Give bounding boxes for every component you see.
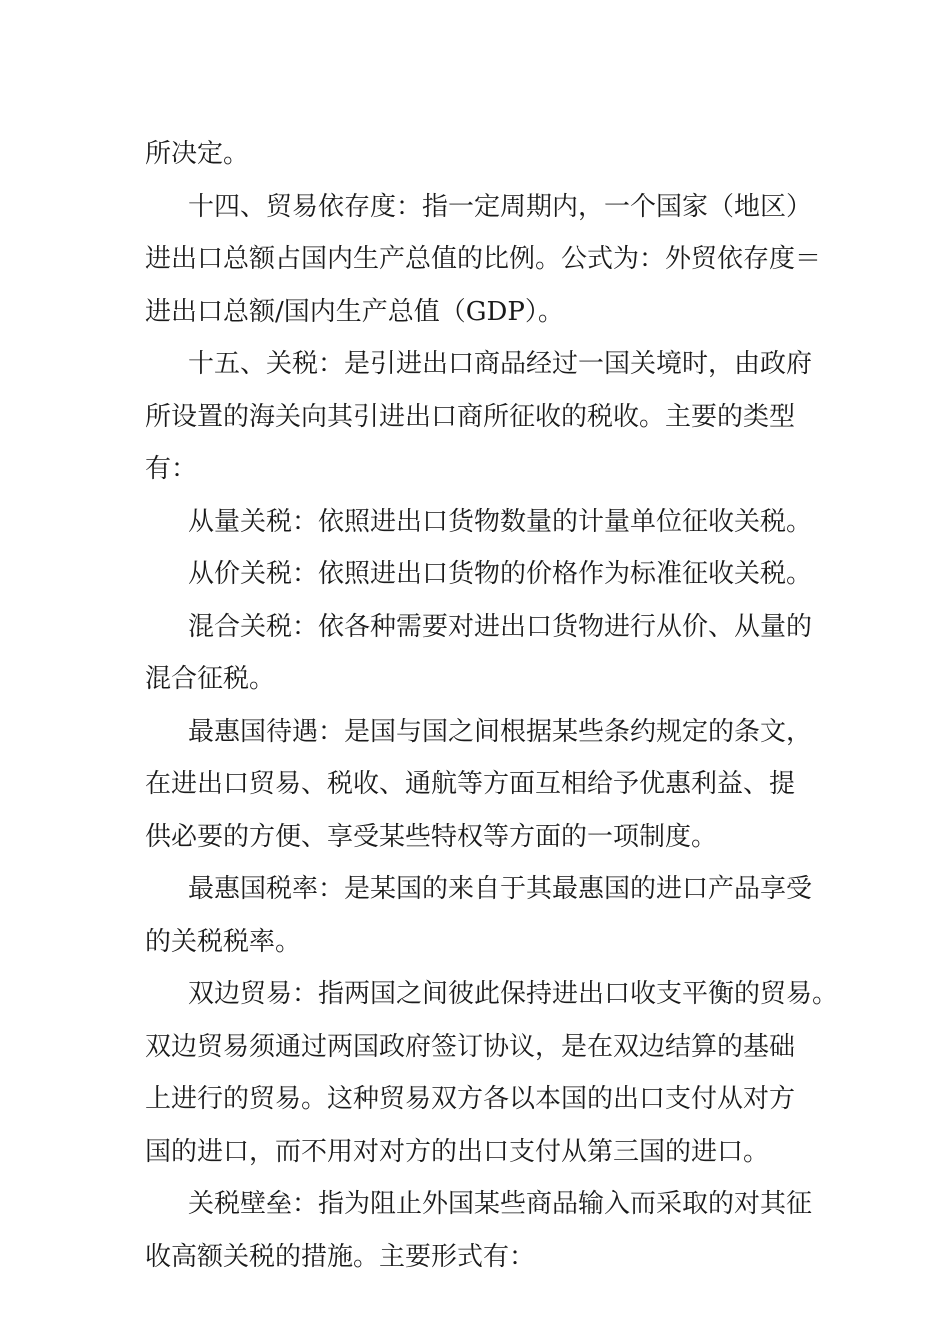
- text-line: 双边贸易：指两国之间彼此保持进出口收支平衡的贸易。: [188, 979, 839, 1009]
- text-line: 十五、关税：是引进出口商品经过一国关境时，由政府: [188, 349, 813, 379]
- text-line: 从量关税：依照进出口货物数量的计量单位征收关税。: [188, 506, 813, 537]
- text-line: 有：: [145, 454, 198, 484]
- text-line: 国的进口，而不用对对方的出口支付从第三国的进口。: [145, 1136, 770, 1167]
- text-line: 混合关税：依各种需要对进出口货物进行从价、从量的: [188, 611, 813, 642]
- body-text: [145, 128, 839, 1283]
- text-line: 所设置的海关向其引进出口商所征收的税收。主要的类型: [145, 401, 796, 432]
- text-line: 最惠国待遇：是国与国之间根据某些条约规定的条文，: [188, 716, 813, 747]
- text-line: 从价关税：依照进出口货物的价格作为标准征收关税。: [188, 559, 813, 589]
- text-line: 进出口总额/国内生产总值（GDP）。: [145, 296, 564, 327]
- text-line: 所决定。: [145, 139, 250, 169]
- text-line: 最惠国税率：是某国的来自于其最惠国的进口产品享受: [188, 874, 813, 904]
- text-line: 供必要的方便、享受某些特权等方面的一项制度。: [145, 821, 718, 852]
- text-line: 进出口总额占国内生产总值的比例。公式为：外贸依存度＝: [145, 244, 822, 274]
- text-line: 在进出口贸易、税收、通航等方面互相给予优惠利益、提: [145, 769, 796, 799]
- text-line: 关税壁垒：指为阻止外国某些商品输入而采取的对其征: [188, 1189, 813, 1219]
- text-line: 双边贸易须通过两国政府签订协议，是在双边结算的基础: [145, 1031, 796, 1062]
- text-line: 十四、贸易依存度：指一定周期内，一个国家（地区）: [188, 191, 813, 222]
- text-line: 上进行的贸易。这种贸易双方各以本国的出口支付从对方: [145, 1084, 796, 1114]
- text-line: 混合征税。: [145, 664, 276, 694]
- text-line: 收高额关税的措施。主要形式有：: [145, 1241, 536, 1272]
- text-line: 的关税税率。: [145, 926, 302, 957]
